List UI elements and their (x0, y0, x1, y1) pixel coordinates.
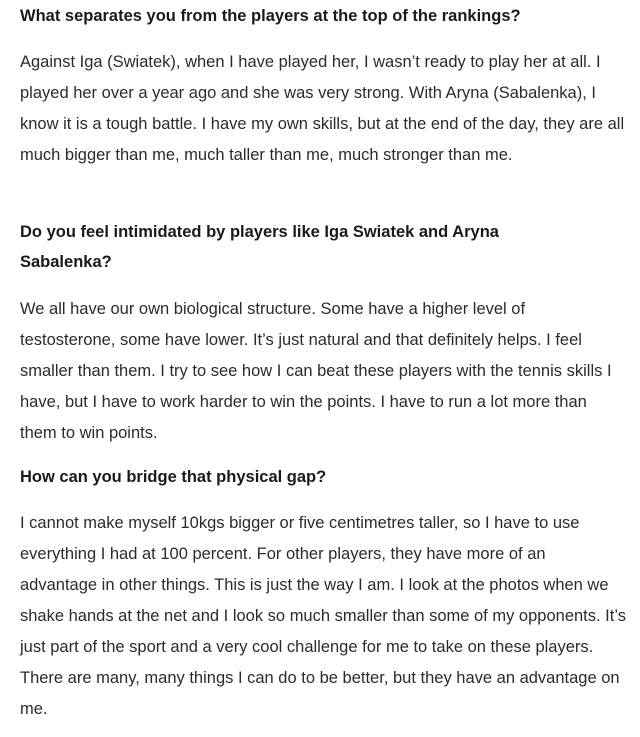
interview-answer-1: Against Iga (Swiatek), when I have played her, I wasn’t ready to play her at all. I played her over a year ago and she was very strong. With Aryna (Sabalenka), I know it is a tough battle. I have my own skills, but at the end of the day, they are all much bigger than me, much taller than me, much stronger than me. (20, 53, 625, 164)
interview-question-2: Do you feel intimidated by players like Iga Swiatek and Aryna Sabalenka? (20, 223, 499, 271)
interview-question-1: What separates you from the players at the top of the rankings? (20, 7, 521, 25)
interview-answer-3: I cannot make myself 10kgs bigger or five centimetres taller, so I have to use everything I had at 100 percent. For other players, they have more of an advantage in other things. This is just the way I am. I look at the photos when we shake hands at the net and I look so much smaller than some of my opponents. It’s just part of the sport and a very cool challenge for me to take on these players. There are many, many things I can do to be better, but they have an advantage on me. (20, 514, 626, 718)
interview-answer-2: We all have our own biological structure. Some have a higher level of testosterone, some have lower. It’s just natural and that definitely helps. I feel smaller than them. I try to see how I can beat these players with the tennis skills I have, but I have to work harder to win the points. I have to run a lot more than them to win points. (20, 300, 612, 442)
interview-question-3: How can you bridge that physical gap? (20, 468, 327, 486)
